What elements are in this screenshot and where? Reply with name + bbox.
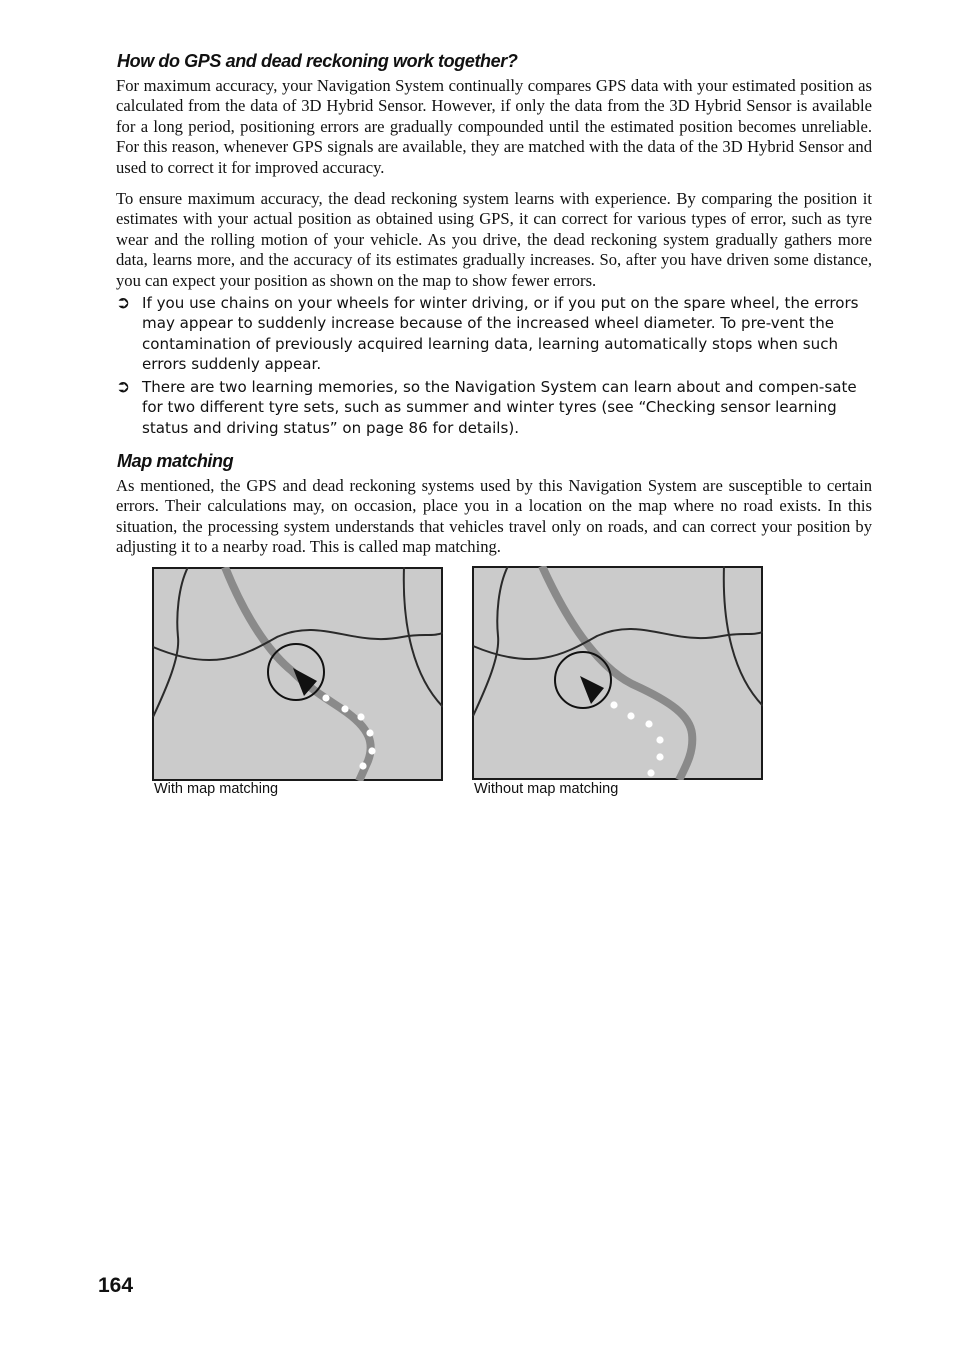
note-chains bbox=[116, 293, 872, 375]
note-learning-memories-text: There are two learning memories, so the Navigation System can learn about and compen-sate for two different tyre sets, such as summer and winter tyres (see “Checking sensor learning status and driving status” on page 86 for details). bbox=[142, 378, 857, 437]
caption-without-map-matching: Without map matching bbox=[474, 781, 619, 797]
note-chains-text: If you use chains on your wheels for winter driving, or if you put on the spare wheel, the errors may appear to suddenly increase because of the increased wheel diameter. To pre-vent the contamination of previously acquired learning data, learning automatically stops when such errors suddenly appear. bbox=[142, 294, 859, 374]
paragraph-gps-comparison: For maximum accuracy, your Navigation System continually compares GPS data with your estimated position as calculated from the data of 3D Hybrid Sensor. However, if only the data from the 3D Hybrid Sensor is available for a long period, positioning errors are gradually compounded until the estimated position becomes unreliable. For this reason, whenever GPS signals are available, they are matched with the data of the 3D Hybrid Sensor and used to correct it for improved accuracy. bbox=[116, 76, 872, 177]
note-arrow-icon: ➲ bbox=[116, 377, 131, 397]
figure-with-map-matching bbox=[152, 567, 443, 781]
paragraph-learning: To ensure maximum accuracy, the dead reckoning system learns with experience. By comparing the position it estimates with your actual position as obtained using GPS, it can correct for various types of error, such as tyre wear and the rolling motion of your vehicle. As you drive, the dead reckoning system gradually gathers more data, learns more, and the accuracy of its estimates gradually increases. So, after you have driven some distance, you can expect your position as shown on the map to show fewer errors. bbox=[116, 189, 872, 290]
page-number: 164 bbox=[98, 1274, 134, 1297]
figure-without-map-matching bbox=[472, 566, 763, 780]
paragraph-map-matching: As mentioned, the GPS and dead reckoning systems used by this Navigation System are susceptible to certain errors. Their calculations may, on occasion, place you in a location on the map where no road exists. In this situation, the processing system understands that vehicles travel only on roads, and can correct your position by adjusting it to a nearby road. This is called map matching. bbox=[116, 476, 872, 557]
section-heading-gps-dead-reckoning: How do GPS and dead reckoning work together? bbox=[117, 51, 518, 71]
note-learning-memories bbox=[116, 377, 872, 438]
section-heading-map-matching: Map matching bbox=[117, 451, 234, 471]
note-arrow-icon: ➲ bbox=[116, 293, 131, 313]
caption-with-map-matching: With map matching bbox=[154, 781, 279, 797]
